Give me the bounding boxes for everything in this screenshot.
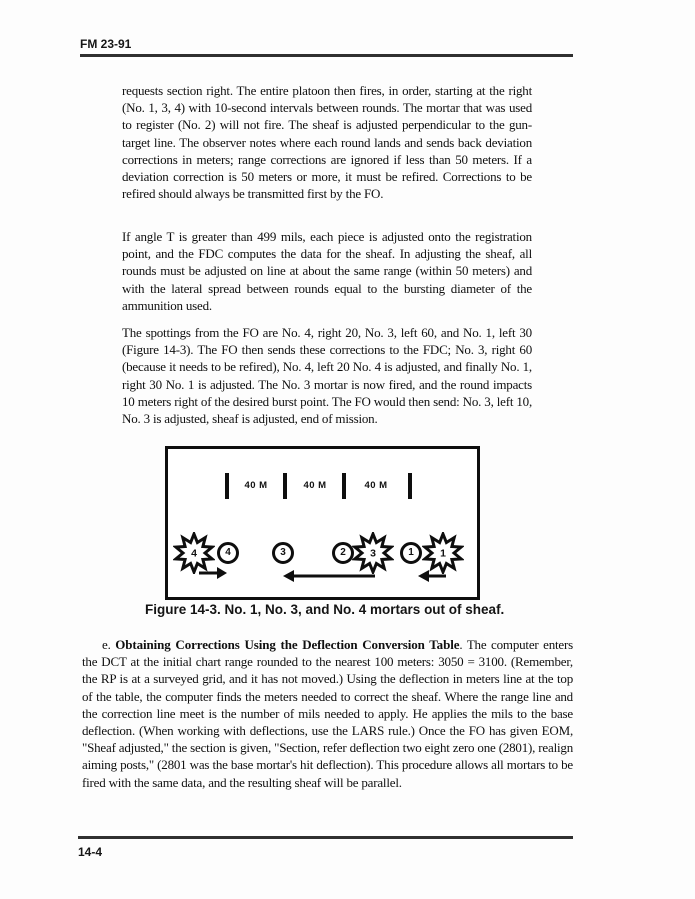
paragraph-e-heading: Obtaining Corrections Using the Deflection Conversion Table: [115, 637, 460, 652]
range-tick-1: [225, 473, 229, 499]
burst-number: 1: [440, 547, 446, 560]
paragraph-2: If angle T is greater than 499 mils, each piece is adjusted onto the registration point, and the FDC computes the data for the sheaf. In adjusting the sheaf, all rounds must be adjusted on line at about the same range (within 50 meters) and with the lateral spread between rounds equal to the bursting diameter of the ammunition used.: [122, 229, 532, 313]
figure-caption: Figure 14-3. No. 1, No. 3, and No. 4 mortars out of sheaf.: [145, 602, 505, 617]
distance-label-1: 40 M: [244, 480, 268, 491]
distance-label-2: 40 M: [303, 480, 327, 491]
figure-14-3-diagram: [165, 446, 480, 600]
footer-page-number: 14-4: [78, 845, 103, 859]
shift-left-long-arrow-icon: [283, 569, 375, 588]
burst-icon-1: [422, 532, 464, 574]
header-doc-number: FM 23-91: [80, 37, 132, 51]
paragraph-e-body: . The computer enters the DCT at the initial chart range rounded to the nearest 100 meters: 3050 = 3100. (Remember, the RP is at a surveyed grid, and it has not moved.) Using the deflection in meters line at the top of the table, the computer finds the meters needed to correct the sheaf. Where the range line and the correction line meet is the number of mils needed to apply. He applies the mils to the base deflection. (When working with deflections, use the LARS rule.) Once the FO has given EOM, "Sheaf adjusted," the section is given, "Section, refer deflection two eight zero one (2801), realign aiming posts," (2801 was the base mortar's hit deflection). This procedure allows all mortars to be fired with the same data, and the resulting sheaf will be parallel.: [82, 637, 573, 790]
burst-number: 4: [191, 547, 197, 560]
paragraph-1: requests section right. The entire platoon then fires, in order, starting at the right (No. 1, 3, 4) with 10-second intervals between rounds. The mortar that was used to register (No. 2) will not fire. The sheaf is adjusted perpendicular to the gun-target line. The observer notes where each round lands and sends back deviation corrections in meters; range corrections are ignored if less than 50 meters. If a deviation correction is 50 meters or more, it must be refired. Corrections to be refired should always be transmitted first by the FO.: [122, 83, 532, 202]
distance-label-3: 40 M: [364, 480, 388, 491]
range-tick-2: [283, 473, 287, 499]
paragraph-e-lead: e.: [102, 637, 116, 652]
footer-rule: [78, 836, 573, 839]
header-rule: [80, 54, 573, 57]
range-tick-4: [408, 473, 412, 499]
paragraph-3: The spottings from the FO are No. 4, right 20, No. 3, left 60, and No. 1, left 30 (Figure 14-3). The FO then sends these corrections to the FDC; No. 3, right 60 (because it needs to be refired), No. 4, left 20 No. 4 is adjusted, and finally No. 1, right 30 No. 1 is adjusted. The No. 3 mortar is now fired, and the round impacts 10 meters right of the desired burst point. The FO would then send: No. 3, left 10, No. 3 is adjusted, sheaf is adjusted, end of mission.: [122, 325, 532, 427]
mortar-circle-1: 1: [400, 542, 422, 564]
burst-icon-3: [352, 532, 394, 574]
burst-number: 3: [370, 547, 376, 560]
paragraph-e: [82, 636, 573, 791]
range-tick-3: [342, 473, 346, 499]
mortar-circle-4: 4: [217, 542, 239, 564]
shift-left-short-arrow-icon: [418, 569, 446, 588]
mortar-circle-2: 2: [332, 542, 354, 564]
shift-right-arrow-icon: [199, 566, 227, 585]
mortar-circle-3: 3: [272, 542, 294, 564]
